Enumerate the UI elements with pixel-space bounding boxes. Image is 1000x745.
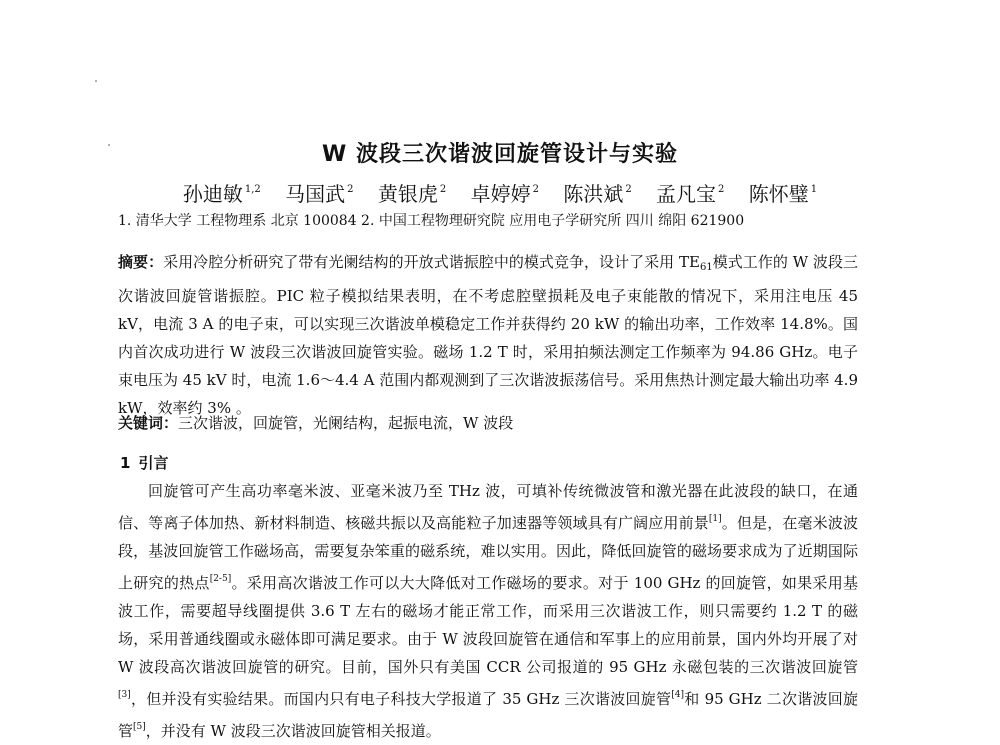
mode-subscript: 61 — [699, 262, 713, 273]
author-affiliation-mark: 1 — [810, 184, 818, 195]
citation: [1] — [708, 514, 722, 524]
affiliations: 1. 清华大学 工程物理系 北京 100084 2. 中国工程物理研究院 应用电子学研究所 四川 绵阳 621900 — [118, 213, 745, 229]
body-text: 。采用高次谐波工作可以大大降低对工作磁场的要求。对于 100 GHz 的回旋管，如果采用基波工作，需要超导线圈提供 3.6 T 左右的磁场才能正常工作，而采用三次谐波工作，则只需要约 1.2 T 的磁场，采用普通线圈或永磁体即可满足要求。由于 W 波段回旋管在通信和军事上的应用前景，国内外均开展了对 W 波段高次谐波回旋管的研究。目前，国外只有美国 CCR 公司报道的 95 GHz 永磁包装的三次谐波回旋管 — [118, 574, 858, 676]
author-affiliation-mark: 2 — [347, 184, 354, 195]
author — [285, 178, 353, 207]
author-name: 马国武 — [285, 182, 346, 206]
section-title: 引言 — [138, 454, 169, 472]
scan-speck — [95, 80, 97, 82]
abstract — [118, 248, 858, 422]
keywords — [118, 410, 858, 436]
author-affiliation-mark: 2 — [718, 184, 725, 195]
keywords-label: 关键词： — [118, 414, 179, 432]
author-name: 陈洪斌 — [563, 182, 624, 206]
author — [656, 178, 724, 207]
keywords-text: 三次谐波，回旋管，光阑结构，起振电流，W 波段 — [178, 414, 514, 432]
paper-title: W 波段三次谐波回旋管设计与实验 — [322, 142, 678, 167]
author-affiliation-mark: 2 — [439, 184, 447, 195]
body-text: ，并没有 W 波段三次谐波回旋管相关报道。 — [145, 722, 441, 740]
abstract-label: 摘要： — [118, 253, 164, 271]
author — [378, 178, 446, 207]
citation: [5] — [133, 722, 146, 732]
author — [183, 178, 261, 207]
author-name: 陈怀璧 — [748, 182, 809, 206]
author-affiliation-mark: 2 — [532, 184, 539, 195]
author-name: 孙迪敏 — [182, 182, 243, 206]
author-affiliation-mark: 2 — [625, 184, 632, 195]
intro-paragraph — [118, 477, 858, 745]
abstract-text: 采用冷腔分析研究了带有光阑结构的开放式谐振腔中的模式竞争，设计了采用 TE — [163, 253, 700, 271]
author-affiliation-mark: 1,2 — [244, 184, 261, 195]
author-name: 黄银虎 — [377, 182, 438, 206]
author — [471, 178, 539, 207]
citation: [3] — [118, 690, 131, 700]
section-heading — [120, 452, 168, 473]
body-text: 和 95 GHz 二次谐波回旋管 — [118, 690, 858, 740]
body-text: 回旋管可产生高功率毫米波、亚毫米波乃至 THz 波，可填补传统微波管和激光器在此波段的缺口，在通信、等离子体加热、新材料制造、核磁共振以及高能粒子加速器等领域具有广阔应用前景 — [118, 482, 858, 532]
citation: [4] — [671, 690, 685, 700]
abstract-text: 模式工作的 W 波段三次谐波回旋管谐振腔。PIC 粒子模拟结果表明，在不考虑腔壁损耗及电子束能散的情况下，采用注电压 45 kV，电流 3 A 的电子束，可以实现三次谐波单模稳定工作并获得约 20 kW 的输出功率，工作效率 14.8%。国内首次成功进行 W 波段三次谐波回旋管实验。磁场 1.2 T 时，采用拍频法测定工作频率为 94.86 GHz。电子束电压为 45 kV 时，电流 1.6～4.4 A 范围内都观测到了三次谐波振荡信号。采用焦热计测定最大输出功率 4.9 kW，效率约 3% 。 — [118, 253, 858, 417]
author-list — [0, 178, 1000, 207]
section-number: 1 — [120, 454, 131, 472]
author — [563, 178, 631, 207]
body-text: 。但是，在毫米波波段，基波回旋管工作磁场高，需要复杂笨重的磁系统，难以实用。因此，降低回旋管的磁场要求成为了近期国际上研究的热点 — [118, 514, 858, 592]
body-text: ，但并没有实验结果。而国内只有电子科技大学报道了 35 GHz 三次谐波回旋管 — [130, 690, 672, 708]
author-name: 卓婷婷 — [470, 182, 531, 206]
author-name: 孟凡宝 — [656, 182, 717, 206]
citation: [2-5] — [209, 574, 232, 584]
author — [749, 178, 817, 207]
